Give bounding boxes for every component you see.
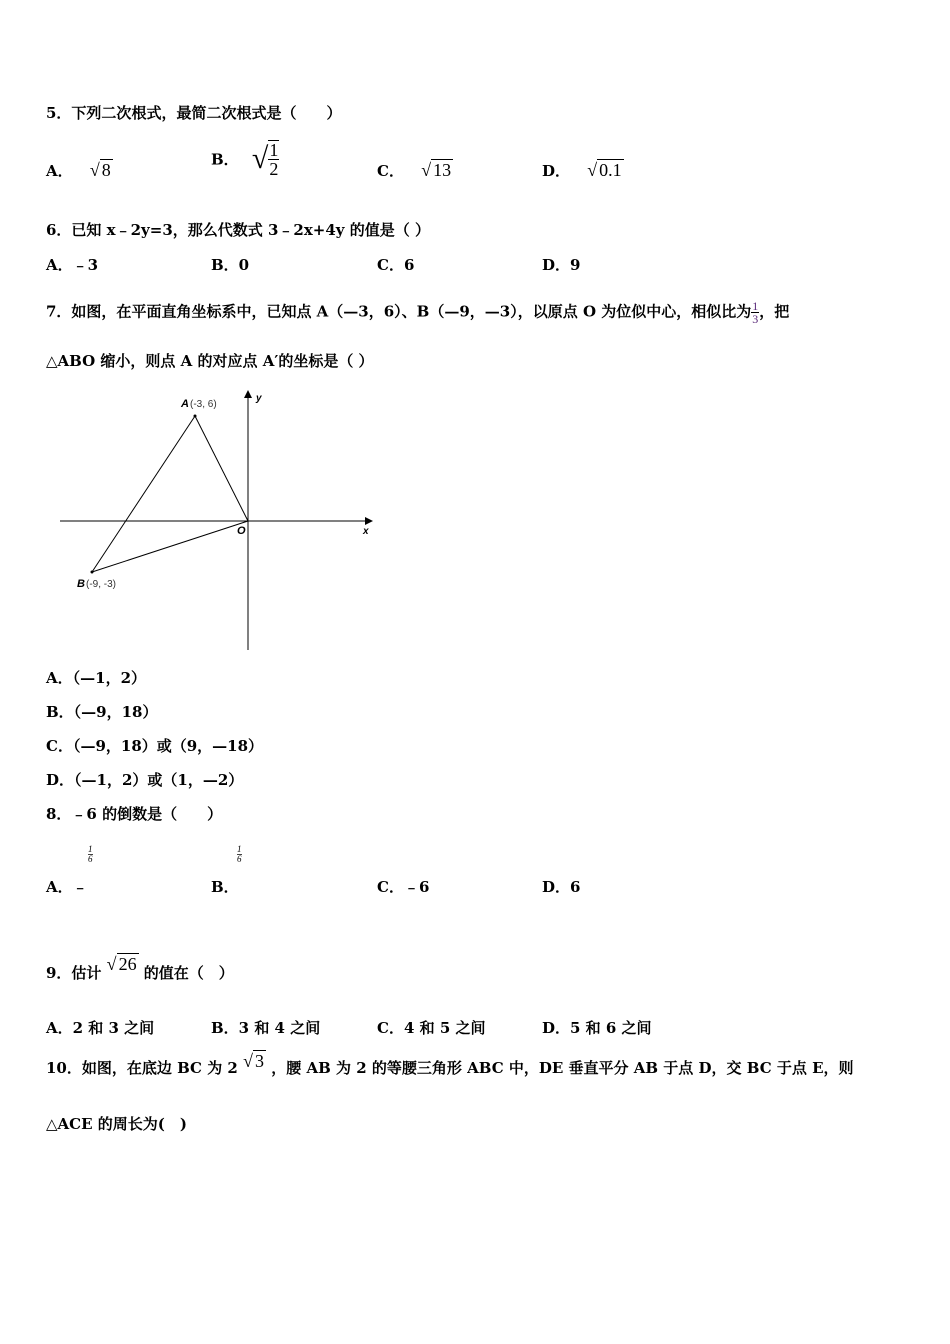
q9-stem-post: 的值在（ ） <box>143 964 234 982</box>
radicand: 3 <box>255 1051 264 1071</box>
q10-stem-line1 <box>46 1051 854 1078</box>
sqrt-symbol: √ <box>251 142 269 175</box>
point-a-dot <box>194 415 197 418</box>
option-label: A． <box>46 162 73 180</box>
sqrt-expression: √ 8 <box>89 160 111 180</box>
sqrt-expression: √ 26 <box>106 954 137 974</box>
q8-option-d[interactable]: D．6 <box>542 878 581 896</box>
origin-label: O <box>237 525 246 537</box>
q7-option-b[interactable]: B．（—9，18） <box>46 703 158 721</box>
q7-stem-tail: ，把 <box>759 302 790 321</box>
numerator: 1 <box>752 299 759 313</box>
q8-a-fraction <box>88 845 93 864</box>
x-axis-arrow <box>365 517 373 525</box>
point-a-label: A <box>181 398 189 410</box>
fraction <box>268 140 279 178</box>
q9-stem-pre: 9．估计 <box>46 964 102 982</box>
q9-option-d[interactable]: D．5 和 6 之间 <box>542 1019 652 1037</box>
q7-stem-line1 <box>46 300 789 325</box>
q5-option-d[interactable] <box>542 160 624 181</box>
q5-stem: 5．下列二次根式，最简二次根式是（ ） <box>46 104 342 122</box>
q9-stem <box>46 954 234 983</box>
q6-option-a[interactable]: A．﹣3 <box>46 256 99 274</box>
q5-option-c[interactable] <box>377 160 453 181</box>
minus-sign: ﹣ <box>72 878 88 896</box>
q5-option-a[interactable] <box>46 160 113 181</box>
radicand: 26 <box>118 954 137 974</box>
y-axis-arrow <box>244 390 252 398</box>
denominator: 6 <box>88 854 93 864</box>
sqrt-expression: √ 13 <box>421 160 452 180</box>
q8-option-b[interactable] <box>211 876 239 897</box>
sqrt-expression: √ 0.1 <box>587 160 622 180</box>
denominator: 2 <box>269 159 279 179</box>
q6-option-c[interactable]: C．6 <box>377 256 415 274</box>
q7-option-a[interactable]: A．（—1，2） <box>46 669 147 687</box>
segment-ab <box>92 416 195 572</box>
radicand: 0.1 <box>599 160 622 180</box>
q8-option-c[interactable]: C．﹣6 <box>377 878 430 896</box>
radicand: 13 <box>433 160 452 180</box>
option-label: A． <box>46 878 73 896</box>
q9-option-c[interactable]: C．4 和 5 之间 <box>377 1019 486 1037</box>
point-b-coord: (-9, -3) <box>86 579 116 590</box>
numerator: 1 <box>88 844 93 854</box>
q9-option-b[interactable]: B．3 和 4 之间 <box>211 1019 321 1037</box>
q7-figure <box>55 388 380 653</box>
option-label: B． <box>211 150 239 169</box>
q5-option-b[interactable] <box>211 140 279 178</box>
q6-option-d[interactable]: D．9 <box>542 256 581 274</box>
x-axis-label: x <box>363 526 369 537</box>
radicand: 8 <box>101 160 111 180</box>
q10-stem-post: ，腰 AB 为 2 的等腰三角形 ABC 中，DE 垂直平分 AB 于点 D，交 BC 于点 E，则 <box>271 1059 854 1077</box>
q9-option-a[interactable]: A．2 和 3 之间 <box>46 1019 155 1037</box>
q7-stem-line2: △ABO 缩小，则点 A 的对应点 A′的坐标是（ ） <box>46 352 374 370</box>
point-a-coord: (-3, 6) <box>190 399 217 410</box>
q7-option-c[interactable]: C．（—9，18）或（9，—18） <box>46 737 264 755</box>
y-axis-label: y <box>256 393 262 404</box>
point-b-dot <box>91 571 94 574</box>
option-label: D． <box>542 162 571 180</box>
denominator: 6 <box>237 854 242 864</box>
q10-stem-pre: 10．如图，在底边 BC 为 2 <box>46 1059 238 1077</box>
q7-stem-text: 7．如图，在平面直角坐标系中，已知点 A（—3，6）、B（—9，—3），以原点 O 为位似中心，相似比为 <box>46 302 752 321</box>
segment-ao <box>195 416 248 521</box>
option-label: B． <box>211 878 239 896</box>
option-label: C． <box>377 162 404 180</box>
point-b-label: B <box>77 578 85 590</box>
q6-option-b[interactable]: B．0 <box>211 256 250 274</box>
q7-option-d[interactable]: D．（—1，2）或（1，—2） <box>46 771 244 789</box>
q6-stem: 6．已知 x﹣2y=3，那么代数式 3﹣2x+4y 的值是（ ） <box>46 221 430 239</box>
q8-option-a[interactable] <box>46 876 88 897</box>
denominator: 3 <box>752 312 759 326</box>
numerator: 1 <box>237 844 242 854</box>
q10-stem-line2: △ACE 的周长为( ) <box>46 1115 187 1133</box>
q8-stem: 8．﹣6 的倒数是（ ） <box>46 805 223 823</box>
sqrt-expression: √ 3 <box>243 1051 264 1071</box>
numerator: 1 <box>269 140 279 160</box>
segment-bo <box>92 521 248 572</box>
q8-b-fraction <box>237 845 242 864</box>
